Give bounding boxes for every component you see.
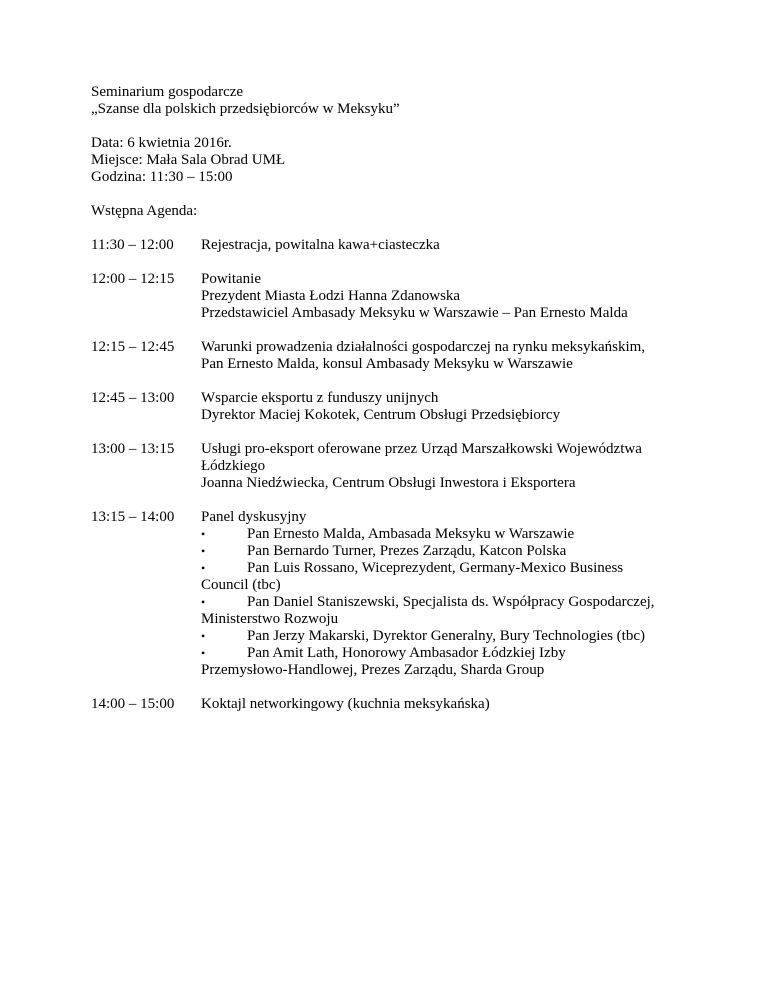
panelist-text-continuation: Council (tbc) bbox=[201, 577, 281, 593]
agenda-description: Koktajl networkingowy (kuchnia meksykańska) bbox=[201, 696, 490, 712]
bullet-icon: • bbox=[201, 544, 206, 558]
agenda-time: 14:00 – 15:00 bbox=[91, 696, 175, 712]
agenda-time: 12:00 – 12:15 bbox=[91, 271, 175, 287]
agenda-description: Prezydent Miasta Łodzi Hanna Zdanowska bbox=[201, 288, 461, 304]
panelist-text: Pan Daniel Staniszewski, Specjalista ds. Współpracy Gospodarczej, bbox=[247, 594, 655, 610]
agenda-time: 13:15 – 14:00 bbox=[91, 509, 175, 525]
agenda-description: Przedstawiciel Ambasady Meksyku w Warszawie – Pan Ernesto Malda bbox=[201, 305, 628, 321]
agenda-description: Rejestracja, powitalna kawa+ciasteczka bbox=[201, 237, 440, 253]
agenda-time: 11:30 – 12:00 bbox=[91, 237, 174, 253]
agenda-description: Pan Ernesto Malda, konsul Ambasady Meksyku w Warszawie bbox=[201, 356, 573, 372]
seminar-title: Seminarium gospodarcze bbox=[91, 84, 244, 100]
bullet-icon: • bbox=[201, 561, 206, 575]
agenda-time: 12:45 – 13:00 bbox=[91, 390, 175, 406]
agenda-time: 13:00 – 13:15 bbox=[91, 441, 175, 457]
agenda-description: Wsparcie eksportu z funduszy unijnych bbox=[201, 390, 439, 406]
panelist-text: Pan Jerzy Makarski, Dyrektor Generalny, Bury Technologies (tbc) bbox=[247, 628, 645, 644]
panelist-text-continuation: Przemysłowo-Handlowej, Prezes Zarządu, Sharda Group bbox=[201, 662, 545, 678]
agenda-description: Łódzkiego bbox=[201, 458, 266, 474]
agenda-description: Joanna Niedźwiecka, Centrum Obsługi Inwestora i Eksportera bbox=[201, 475, 576, 491]
agenda-description: Dyrektor Maciej Kokotek, Centrum Obsługi Przedsiębiorcy bbox=[201, 407, 561, 423]
bullet-icon: • bbox=[201, 595, 206, 609]
bullet-icon: • bbox=[201, 646, 206, 660]
event-hour: Godzina: 11:30 – 15:00 bbox=[91, 169, 233, 185]
event-place: Miejsce: Mała Sala Obrad UMŁ bbox=[91, 152, 286, 168]
agenda-description: Powitanie bbox=[201, 271, 261, 287]
seminar-subtitle: „Szanse dla polskich przedsiębiorców w Meksyku” bbox=[91, 101, 400, 117]
panelist-text: Pan Luis Rossano, Wiceprezydent, Germany-Mexico Business bbox=[247, 560, 624, 576]
panelist-text: Pan Ernesto Malda, Ambasada Meksyku w Warszawie bbox=[247, 526, 575, 542]
agenda-description: Usługi pro-eksport oferowane przez Urząd Marszałkowski Województwa bbox=[201, 441, 642, 457]
agenda-description: Warunki prowadzenia działalności gospodarczej na rynku meksykańskim, bbox=[201, 339, 646, 355]
event-date: Data: 6 kwietnia 2016r. bbox=[91, 135, 232, 151]
agenda-description: Panel dyskusyjny bbox=[201, 509, 307, 525]
panelist-text: Pan Amit Lath, Honorowy Ambasador Łódzkiej Izby bbox=[247, 645, 566, 661]
bullet-icon: • bbox=[201, 527, 206, 541]
bullet-icon: • bbox=[201, 629, 206, 643]
panelist-text-continuation: Ministerstwo Rozwoju bbox=[201, 611, 339, 627]
agenda-heading: Wstępna Agenda: bbox=[91, 203, 198, 219]
panelist-text: Pan Bernardo Turner, Prezes Zarządu, Katcon Polska bbox=[247, 543, 567, 559]
agenda-time: 12:15 – 12:45 bbox=[91, 339, 175, 355]
